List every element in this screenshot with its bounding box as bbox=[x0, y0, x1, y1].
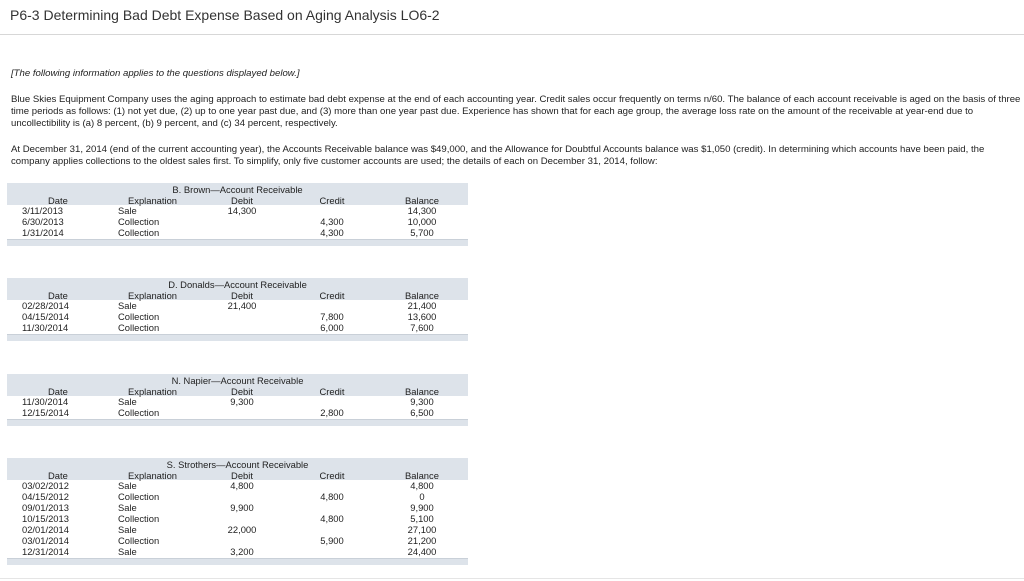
ledger-header bbox=[7, 374, 468, 396]
row-explanation: Collection bbox=[118, 535, 160, 546]
ledger-footer bbox=[7, 419, 468, 426]
header-explanation: Explanation bbox=[128, 470, 177, 481]
row-balance: 27,100 bbox=[407, 524, 437, 535]
row-balance: 5,700 bbox=[410, 227, 434, 238]
row-balance: 9,300 bbox=[410, 396, 434, 407]
row-balance: 10,000 bbox=[407, 216, 437, 227]
row-credit: 4,300 bbox=[320, 227, 344, 238]
row-explanation: Sale bbox=[118, 524, 137, 535]
header-balance: Balance bbox=[405, 386, 439, 397]
header-credit: Credit bbox=[319, 290, 345, 301]
row-date: 09/01/2013 bbox=[22, 502, 69, 513]
row-explanation: Sale bbox=[118, 396, 137, 407]
ledger-row bbox=[7, 300, 468, 311]
row-date: 3/11/2013 bbox=[22, 205, 64, 216]
row-debit: 3,200 bbox=[230, 546, 254, 557]
row-date: 02/28/2014 bbox=[22, 300, 69, 311]
row-date: 12/15/2014 bbox=[22, 407, 69, 418]
ledger-header bbox=[7, 458, 468, 480]
row-balance: 5,100 bbox=[410, 513, 434, 524]
row-balance: 13,600 bbox=[407, 311, 437, 322]
header-date: Date bbox=[48, 195, 68, 206]
row-explanation: Collection bbox=[118, 227, 160, 238]
ledger-header bbox=[7, 183, 468, 205]
header-credit: Credit bbox=[319, 195, 345, 206]
header-debit: Debit bbox=[231, 290, 253, 301]
ledger-row bbox=[7, 513, 468, 524]
ledger-row bbox=[7, 205, 468, 216]
header-date: Date bbox=[48, 290, 68, 301]
ledger-row bbox=[7, 546, 468, 557]
header-explanation: Explanation bbox=[128, 386, 177, 397]
row-credit: 4,800 bbox=[320, 491, 344, 502]
ledger-row bbox=[7, 491, 468, 502]
ledger-row bbox=[7, 227, 468, 238]
row-debit: 22,000 bbox=[227, 524, 257, 535]
ledger-title: B. Brown—Account Receivable bbox=[172, 184, 303, 195]
row-balance: 24,400 bbox=[407, 546, 437, 557]
ledger-napier bbox=[7, 374, 468, 426]
row-credit: 2,800 bbox=[320, 407, 344, 418]
header-explanation: Explanation bbox=[128, 195, 177, 206]
row-date: 04/15/2014 bbox=[22, 311, 69, 322]
ledger-row bbox=[7, 396, 468, 407]
ledger-row bbox=[7, 322, 468, 333]
row-explanation: Collection bbox=[118, 216, 160, 227]
row-explanation: Sale bbox=[118, 502, 137, 513]
header-debit: Debit bbox=[231, 470, 253, 481]
row-date: 11/30/2014 bbox=[22, 322, 69, 333]
row-credit: 4,800 bbox=[320, 513, 344, 524]
row-balance: 0 bbox=[419, 491, 425, 502]
row-debit: 9,300 bbox=[230, 396, 254, 407]
ledger-strothers bbox=[7, 458, 468, 565]
header-balance: Balance bbox=[405, 290, 439, 301]
ledger-row bbox=[7, 524, 468, 535]
ledger-brown bbox=[7, 183, 468, 246]
ledger-row bbox=[7, 216, 468, 227]
row-explanation: Sale bbox=[118, 300, 137, 311]
row-debit: 9,900 bbox=[230, 502, 254, 513]
row-date: 1/31/2014 bbox=[22, 227, 64, 238]
page-title: P6-3 Determining Bad Debt Expense Based on Aging Analysis LO6-2 bbox=[10, 7, 440, 23]
row-date: 03/01/2014 bbox=[22, 535, 69, 546]
header-credit: Credit bbox=[319, 470, 345, 481]
ledger-footer bbox=[7, 334, 468, 341]
title-divider bbox=[0, 34, 1024, 35]
row-date: 12/31/2014 bbox=[22, 546, 69, 557]
row-balance: 21,200 bbox=[407, 535, 437, 546]
problem-paragraph-1: Blue Skies Equipment Company uses the aging approach to estimate bad debt expense at the end of each accounting year. Credit sales occur frequently on terms n/60. The balance of each account receivable is aged on the basis of three time periods as follows: (1) not yet due, (2) up to one year past due, and (3) more than one year past due. Experience has shown that for each age group, the average loss rate on the amount of the receivable at year-end due to uncollectibility is (a) 8 percent, (b) 9 percent, and (c) 34 percent, respectively. bbox=[11, 94, 1021, 129]
header-balance: Balance bbox=[405, 470, 439, 481]
row-date: 04/15/2012 bbox=[22, 491, 69, 502]
ledger-row bbox=[7, 311, 468, 322]
ledger-row bbox=[7, 502, 468, 513]
ledger-row bbox=[7, 407, 468, 418]
header-explanation: Explanation bbox=[128, 290, 177, 301]
ledger-row bbox=[7, 535, 468, 546]
ledger-title: D. Donalds—Account Receivable bbox=[168, 279, 307, 290]
header-debit: Debit bbox=[231, 195, 253, 206]
ledger-footer bbox=[7, 558, 468, 565]
ledger-footer bbox=[7, 239, 468, 246]
row-explanation: Collection bbox=[118, 513, 160, 524]
header-date: Date bbox=[48, 386, 68, 397]
header-balance: Balance bbox=[405, 195, 439, 206]
row-balance: 7,600 bbox=[410, 322, 434, 333]
ledger-donalds bbox=[7, 278, 468, 341]
row-debit: 4,800 bbox=[230, 480, 254, 491]
row-date: 6/30/2013 bbox=[22, 216, 64, 227]
row-balance: 14,300 bbox=[407, 205, 437, 216]
row-credit: 7,800 bbox=[320, 311, 344, 322]
row-credit: 5,900 bbox=[320, 535, 344, 546]
row-balance: 4,800 bbox=[410, 480, 434, 491]
row-explanation: Collection bbox=[118, 322, 160, 333]
row-explanation: Sale bbox=[118, 546, 137, 557]
ledger-title: N. Napier—Account Receivable bbox=[171, 375, 304, 386]
ledger-header bbox=[7, 278, 468, 300]
intro-note: [The following information applies to the questions displayed below.] bbox=[11, 68, 300, 79]
row-date: 11/30/2014 bbox=[22, 396, 69, 407]
row-explanation: Collection bbox=[118, 407, 160, 418]
header-credit: Credit bbox=[319, 386, 345, 397]
row-balance: 21,400 bbox=[407, 300, 437, 311]
header-date: Date bbox=[48, 470, 68, 481]
row-date: 10/15/2013 bbox=[22, 513, 69, 524]
row-explanation: Collection bbox=[118, 311, 160, 322]
row-explanation: Collection bbox=[118, 491, 160, 502]
row-credit: 6,000 bbox=[320, 322, 344, 333]
row-explanation: Sale bbox=[118, 480, 137, 491]
row-balance: 9,900 bbox=[410, 502, 434, 513]
row-explanation: Sale bbox=[118, 205, 137, 216]
header-debit: Debit bbox=[231, 386, 253, 397]
ledger-title: S. Strothers—Account Receivable bbox=[166, 459, 309, 470]
row-date: 02/01/2014 bbox=[22, 524, 69, 535]
row-balance: 6,500 bbox=[410, 407, 434, 418]
bottom-divider bbox=[0, 578, 1024, 579]
ledger-row bbox=[7, 480, 468, 491]
problem-paragraph-2: At December 31, 2014 (end of the current accounting year), the Accounts Receivable balance was $49,000, and the Allowance for Doubtful Accounts balance was $1,050 (credit). In determining which accounts have been paid, the company applies collections to the oldest sales first. To simplify, only five customer accounts are used; the details of each on December 31, 2014, follow: bbox=[11, 144, 985, 167]
row-credit: 4,300 bbox=[320, 216, 344, 227]
row-debit: 21,400 bbox=[227, 300, 257, 311]
row-debit: 14,300 bbox=[227, 205, 257, 216]
row-date: 03/02/2012 bbox=[22, 480, 69, 491]
